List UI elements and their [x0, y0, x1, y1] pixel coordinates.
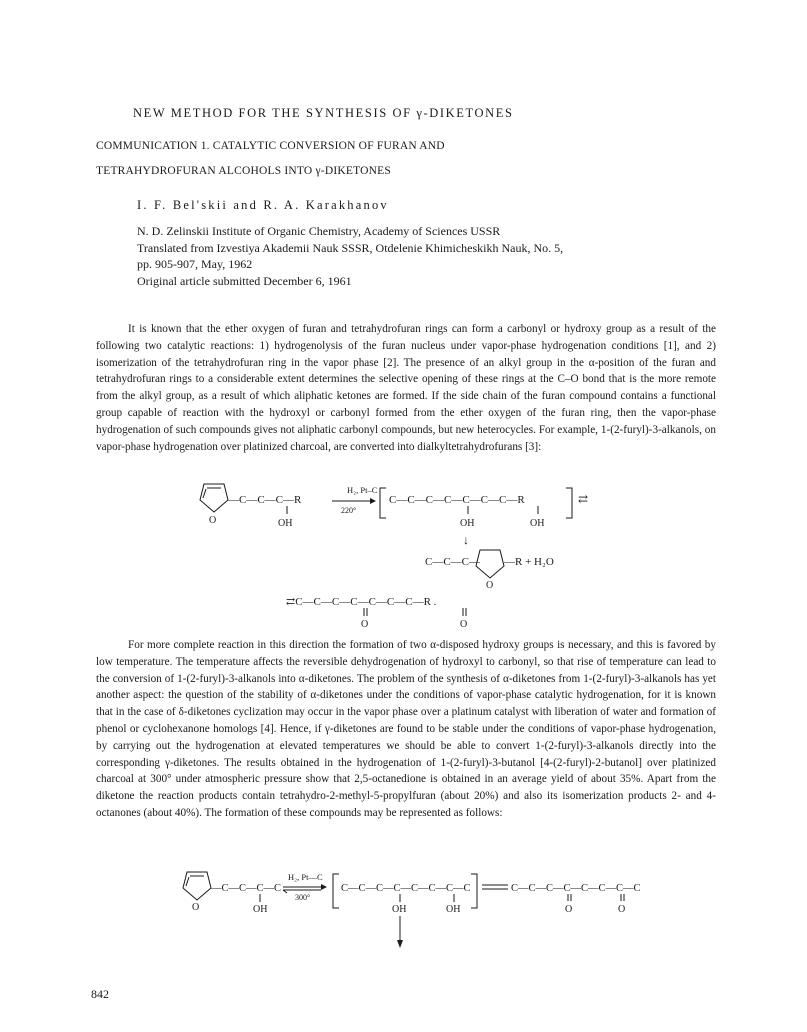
furan-ring-icon [200, 484, 228, 512]
article-title: NEW METHOD FOR THE SYNTHESIS OF γ-DIKETONES [133, 106, 514, 120]
furan-ring-icon [183, 872, 211, 900]
oh-6: OH [446, 904, 461, 915]
affiliation-translation: Translated from Izvestiya Akademii Nauk SSSR, Otdelenie Khimicheskikh Nauk, No. 5, [137, 240, 564, 255]
product-chain-2: C—C—C—C—C—C—C—C [511, 883, 641, 894]
product-chain: C—C—C— [425, 556, 481, 568]
carbonyl-o-4: O [618, 904, 626, 915]
carbonyl-o-1: O [361, 619, 369, 630]
tetrahydrofuran-ring-icon [476, 550, 504, 578]
ring-oxygen-2: O [486, 580, 494, 591]
authors: I. F. Bel'skii and R. A. Karakhanov [137, 198, 389, 212]
reaction-scheme-1 [190, 470, 630, 630]
chain-2: —C—C—C—C [211, 883, 282, 894]
communication-subtitle-line2: TETRAHYDROFURAN ALCOHOLS INTO γ-DIKETONES [96, 165, 391, 177]
down-arrow: ↓ [463, 533, 469, 547]
catalyst-2: H₂, Pt—C [288, 872, 323, 882]
affiliation-institute: N. D. Zelinskii Institute of Organic Chemistry, Academy of Sciences USSR [137, 224, 501, 238]
oh-3: OH [530, 518, 545, 529]
bracket-chain-1: C—C—C—C—C—C—C—R [389, 494, 525, 506]
chain-1: —C—C—C—R [228, 494, 302, 506]
product-tail: —R + H₂O [504, 556, 554, 568]
affiliation-block [137, 223, 563, 290]
catalyst-1: H₂, Pt–C [347, 485, 378, 495]
oh-4: OH [253, 904, 268, 915]
oh-2: OH [460, 518, 475, 529]
temperature-1: 220° [341, 506, 357, 515]
affiliation-pages: pp. 905-907, May, 1962 [137, 257, 253, 272]
page-number: 842 [91, 987, 109, 1001]
ring-oxygen-3: O [192, 902, 200, 913]
ring-oxygen: O [209, 515, 217, 526]
temperature-2: 300° [295, 893, 311, 902]
oh-1: OH [278, 518, 293, 529]
body-paragraph-2 [96, 637, 716, 822]
oh-5: OH [392, 904, 407, 915]
paragraph-text: It is known that the ether oxygen of furan and tetrahydrofuran rings can form a carbonyl or hydroxy group as a result of the following two catalytic reactions: 1) hydrogenolysis of the furan nucleus under vapor-phase hydrogenation conditions [1], and 2) isomerization of the tetrahydrofuran ring in the vapor phase [2]. The presence of an alkyl group in the α-position of the furan and tetrahydrofuran rings to a considerable extent determines the selective opening of these rings at the C–O bond that is the more remote from the alkyl group, as a result of which aliphatic ketones are formed. If the side chain of the furan compound contains a functional group capable of reaction with the hydroxyl or carbonyl formed from the ether oxygen of the furan ring, then the vapor-phase hydrogenation of such compounds gives not aliphatic carbonyl compounds, but new heterocycles. For example, 1-(2-furyl)-3-alkanols, on vapor-phase hydrogenation over platinized charcoal, are converted into dialkyltetrahydrofurans [3]: [96, 323, 716, 453]
reaction-scheme-2 [175, 860, 655, 950]
communication-subtitle-line1: COMMUNICATION 1. CATALYTIC CONVERSION OF FURAN AND [96, 140, 445, 152]
equilibrium-arrow: ⇄ [578, 492, 589, 506]
carbonyl-o-2: O [460, 619, 468, 630]
carbonyl-o-3: O [565, 904, 573, 915]
affiliation-submitted: Original article submitted December 6, 1961 [137, 274, 352, 289]
body-paragraph-1 [96, 321, 716, 455]
paragraph-text: For more complete reaction in this direction the formation of two α-disposed hydroxy groups is necessary, and this is favored by low temperature. The temperature affects the reversible dehydrogenation of hydroxyl to carbonyl, so that rise of temperature can lead to the conversion of 1-(2-furyl)-3-alkanols into α-diketones. The problem of the synthesis of α-diketones from 1-(2-furyl)-3-alkanols has yet another aspect: the question of the stability of α-diketones under the conditions of vapor-phase catalytic hydrogenation, for it is known that in the case of δ-diketones cyclization may occur in the vapor phase over a platinum catalyst with liberation of water and formation of phenol or cyclohexanone homologs [4]. Hence, if γ-diketones are found to be stable under the conditions of vapor-phase hydrogenation, by carrying out the hydrogenation at elevated temperatures we should be able to convert 1-(2-furyl)-3-alkanols directly into the corresponding γ-diketones. The results obtained in the hydrogenation of 1-(2-furyl)-3-butanol [4-(2-furyl)-2-butanol] over platinized charcoal at 300° under atmospheric pressure show that 2,5-octanedione is obtained in an average yield of about 35%. Apart from the diketone the reaction products contain tetrahydro-2-methyl-5-propylfuran (about 20%) and also its isomerization products 2- and 4-octanones (about 40%). The formation of these compounds may be represented as follows: [96, 639, 716, 819]
diketone-chain: ⇄C—C—C—C—C—C—C—R . [286, 596, 437, 608]
bracket-chain-2: C—C—C—C—C—C—C—C [341, 883, 471, 894]
